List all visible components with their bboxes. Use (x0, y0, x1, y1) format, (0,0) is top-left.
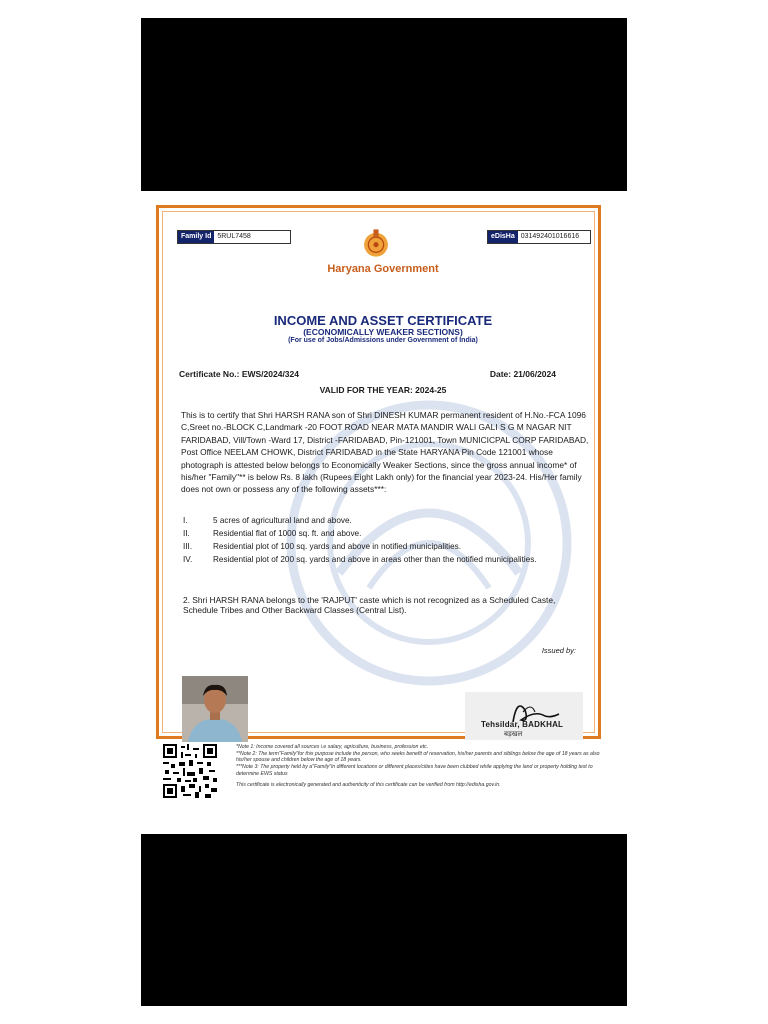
issued-by-label: Issued by: (541, 646, 576, 655)
family-id-label: Family Id (178, 231, 214, 243)
edisha-label: eDisHa (488, 231, 518, 243)
certificate-date: Date: 21/06/2024 (489, 369, 556, 379)
certificate-title: INCOME AND ASSET CERTIFICATE (273, 313, 493, 328)
edisha-box (487, 230, 591, 244)
qr-code (163, 744, 217, 798)
family-id-box (177, 230, 291, 244)
certificate-usage-note: (For use of Jobs/Admissions under Government of India) (288, 337, 478, 344)
certificate-number: Certificate No.: EWS/2024/324 (179, 369, 299, 379)
certificate-subtitle: (ECONOMICALLY WEAKER SECTIONS) (303, 327, 463, 337)
top-black-bar (141, 18, 627, 191)
signatory-designation-hindi: बड़खल (504, 731, 523, 738)
verification-note: This certificate is electronically generated and authenticity of this certificate can be verified from http://edisha.gov.in. (236, 782, 501, 789)
asset-number: II. (183, 529, 190, 538)
certificate-frame (156, 205, 601, 739)
caste-statement: 2. Shri HARSH RANA belongs to the 'RAJPUT' caste which is not recognized as a Scheduled Caste, Schedule Tribes and Other Backward Classes (Central List). (183, 595, 556, 615)
family-id-value: 5RUL7458 (214, 231, 253, 243)
applicant-photo (182, 676, 248, 742)
asset-text: Residential plot of 200 sq. yards and above in areas other than the notified municipalities. (213, 555, 537, 564)
certification-paragraph: This is to certify that Shri HARSH RANA son of Shri DINESH KUMAR permanent resident of H.No.-FCA 1096 C,Sreet no.-BLOCK C,Landmark -20 FOOT ROAD NEAR MATA MANDIR WALI GALI S G M NAGAR NIT FARIDABAD, Vill/Town -Ward 17, District -FARIDABAD, Pin-121001, Town MUNICICPAL CORP FARIDABAD, Post Office NEELAM CHOWK, District FARIDABAD in the State HARYANA Pin Code 121001 whose photograph is attested below belongs to Economically Weaker Sections, since the gross annual income* of his/her "Family"** is below Rs. 8 lakh (Rupees Eight Lakh only) for the financial year 2023-24. His/Her family does not own or possess any of the following assets***: (181, 410, 589, 495)
asset-text: 5 acres of agricultural land and above. (213, 516, 352, 525)
certificate-document (155, 203, 603, 803)
asset-number: III. (183, 542, 193, 551)
edisha-value: 031492401016616 (518, 231, 582, 243)
asset-number: IV. (183, 555, 193, 564)
person-photo-icon (182, 676, 248, 742)
asset-number: I. (183, 516, 188, 525)
assets-list (183, 516, 583, 568)
signature-stamp (465, 692, 583, 740)
signatory-designation: Tehsildar, BADKHAL (481, 720, 564, 729)
haryana-emblem-icon (359, 226, 393, 260)
asset-text: Residential flat of 1000 sq. ft. and above. (213, 529, 362, 538)
government-name: Haryana Government (327, 263, 439, 275)
note-1: *Note 1: Income covered all sources i.e salary, agriculture, business, profession etc. (236, 744, 429, 750)
list-item (183, 555, 583, 565)
validity-year: VALID FOR THE YEAR: 2024-25 (319, 385, 447, 395)
note-2: **Note 2: The term"Family"for this purpose include the person, who seeks benefit of reservation, his/her parents and siblings below the age of 18 years as also his/her spouse and children below the age of 18 years. (236, 750, 600, 764)
list-item (183, 529, 583, 539)
asset-text: Residential plot of 100 sq. yards and above in notified municipalities. (213, 542, 462, 551)
note-3: ***Note 3: The property held by a"Family"in different locations or different places/cities have been clubbed while applying the land or property holding test to determine EWS status (236, 764, 593, 777)
bottom-black-bar (141, 834, 627, 1006)
list-item (183, 542, 583, 552)
list-item (183, 516, 583, 526)
footer-notes (236, 744, 600, 789)
